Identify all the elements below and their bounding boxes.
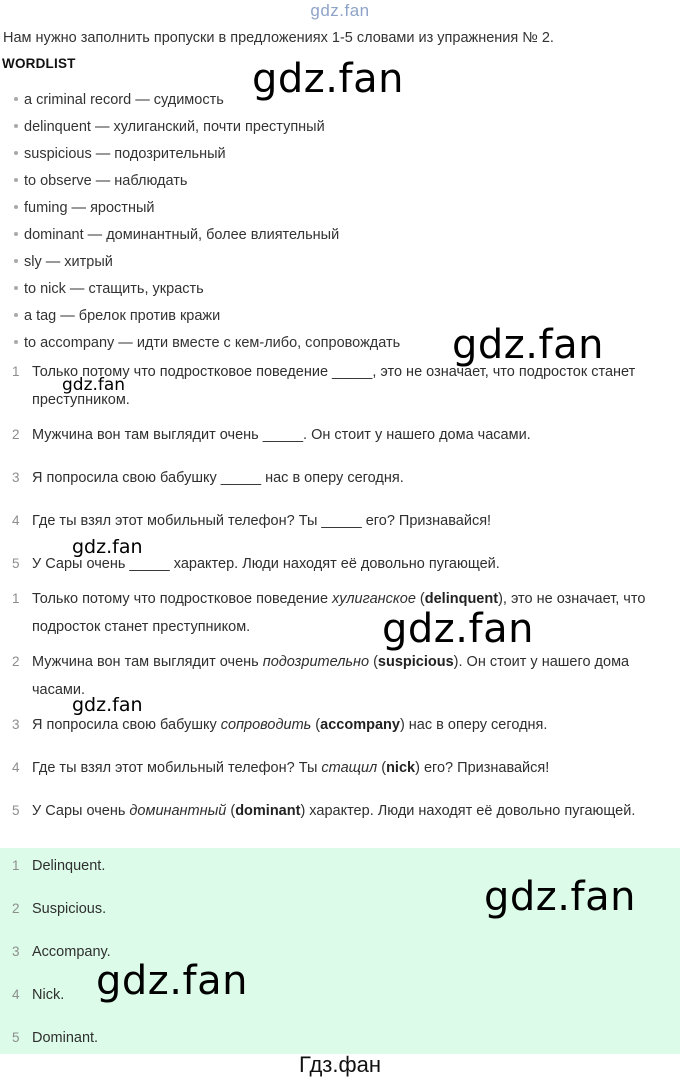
exercise-text: У Сары очень _____ характер. Люди находят её довольно пугающей. <box>32 556 500 572</box>
answer-text: Accompany. <box>32 944 111 960</box>
wordlist-item <box>14 92 224 108</box>
translation-paren: ( <box>377 760 387 776</box>
translation-after: ). Он стоит у нашего дома часами. <box>32 654 630 698</box>
exercise-text: Мужчина вон там выглядит очень _____. Он стоит у нашего дома часами. <box>32 427 531 443</box>
translation-ru-word: стащил <box>321 760 378 776</box>
watermark: gdz.fan <box>72 536 143 558</box>
translation-ru-word: подозрительно <box>262 654 370 670</box>
translation-after: ) его? Признавайся! <box>415 760 550 776</box>
translation-en-word: delinquent <box>424 591 499 607</box>
wordlist-item <box>14 146 226 162</box>
answer-number: 4 <box>12 987 20 1002</box>
watermark: gdz.fan <box>252 56 404 102</box>
wordlist-item <box>14 281 204 297</box>
translation-text <box>24 797 652 825</box>
watermark: gdz.fan <box>452 322 604 368</box>
wordlist-item-text: a tag — брелок против кражи <box>24 308 221 324</box>
bullet-icon <box>14 313 18 317</box>
translation-paren: ( <box>415 591 425 607</box>
watermark: gdz.fan <box>96 958 248 1004</box>
bullet-icon <box>14 259 18 263</box>
watermark: gdz.fan <box>484 874 636 920</box>
translation-number: 5 <box>12 803 20 818</box>
watermark: gdz.fan <box>382 606 534 652</box>
translation-after: ) нас в оперу сегодня. <box>399 717 548 733</box>
translation-after: ) характер. Люди находят её довольно пугающей. <box>300 803 636 819</box>
bullet-icon <box>14 286 18 290</box>
translation-before: Где ты взял этот мобильный телефон? Ты <box>32 760 322 776</box>
translation-before: Только потому что подростковое поведение <box>32 591 333 607</box>
wordlist-item <box>14 335 400 351</box>
translation-ru-word: сопроводить <box>220 717 312 733</box>
translation-before: Мужчина вон там выглядит очень <box>32 654 263 670</box>
translation-number: 3 <box>12 717 20 732</box>
answer-number: 5 <box>12 1030 20 1045</box>
answer-number: 3 <box>12 944 20 959</box>
wordlist-item-text: a criminal record — судимость <box>24 92 224 108</box>
translation-paren: ( <box>311 717 321 733</box>
answer-text: Suspicious. <box>32 901 107 917</box>
wordlist-item-text: dominant — доминантный, более влиятельный <box>24 227 340 243</box>
footer-watermark: Гдз.фан <box>299 1052 381 1077</box>
translation-paren: ( <box>226 803 236 819</box>
translation-before: У Сары очень <box>32 803 130 819</box>
translation-en-word: dominant <box>235 803 301 819</box>
translation-en-word: nick <box>386 760 416 776</box>
bullet-icon <box>14 97 18 101</box>
wordlist-item-text: to accompany — идти вместе с кем-либо, сопровождать <box>24 335 401 351</box>
bullet-icon <box>14 151 18 155</box>
translation-ru-word: доминантный <box>129 803 227 819</box>
wordlist-item <box>14 200 154 216</box>
wordlist-item-text: delinquent — хулиганский, почти преступный <box>24 119 325 135</box>
translation-text <box>24 754 652 782</box>
exercise-text: Только потому что подростковое поведение _____, это не означает, что подросток станет преступником. <box>32 364 636 408</box>
bullet-icon <box>14 124 18 128</box>
translation-paren: ( <box>369 654 378 670</box>
exercise-number: 2 <box>12 427 20 442</box>
answer-text: Delinquent. <box>32 858 106 874</box>
bullet-icon <box>14 205 18 209</box>
translation-text <box>24 585 652 641</box>
translation-number: 2 <box>12 654 20 669</box>
translation-number: 1 <box>12 591 20 606</box>
translation-before: Я попросила свою бабушку <box>32 717 221 733</box>
translation-en-word: suspicious <box>377 654 454 670</box>
watermark: gdz.fan <box>72 694 143 716</box>
wordlist-title: WORDLIST <box>2 56 76 71</box>
translation-after: ), это не означает, что подросток станет преступником. <box>32 591 646 635</box>
answer-number: 1 <box>12 858 20 873</box>
translation-number: 4 <box>12 760 20 775</box>
exercise-text: Где ты взял этот мобильный телефон? Ты _____ его? Признавайся! <box>32 513 492 529</box>
wordlist-item-text: to nick — стащить, украсть <box>24 281 204 297</box>
intro-text: Нам нужно заполнить пропуски в предложениях 1-5 словами из упражнения № 2. <box>3 30 554 46</box>
wordlist-item <box>14 173 187 189</box>
exercise-number: 3 <box>12 470 20 485</box>
wordlist-item-text: sly — хитрый <box>24 254 113 270</box>
bullet-icon <box>14 178 18 182</box>
wordlist-item-text: suspicious — подозрительный <box>24 146 226 162</box>
answer-text: Dominant. <box>32 1030 99 1046</box>
translation-ru-word: хулиганское <box>332 591 416 607</box>
wordlist-item <box>14 227 339 243</box>
answer-number: 2 <box>12 901 20 916</box>
answer-text: Nick. <box>32 987 65 1003</box>
exercise-number: 1 <box>12 364 20 379</box>
wordlist-item <box>14 308 220 324</box>
exercise-number: 4 <box>12 513 20 528</box>
wordlist-item <box>14 254 113 270</box>
header-watermark: gdz.fan <box>310 1 370 20</box>
watermark: gdz.fan <box>62 375 126 395</box>
bullet-icon <box>14 232 18 236</box>
wordlist-item-text: to observe — наблюдать <box>24 173 188 189</box>
wordlist-item-text: fuming — яростный <box>24 200 155 216</box>
exercise-text: Я попросила свою бабушку _____ нас в оперу сегодня. <box>32 470 404 486</box>
bullet-icon <box>14 340 18 344</box>
wordlist-item <box>14 119 325 135</box>
exercise-number: 5 <box>12 556 20 571</box>
translation-en-word: accompany <box>320 717 400 733</box>
